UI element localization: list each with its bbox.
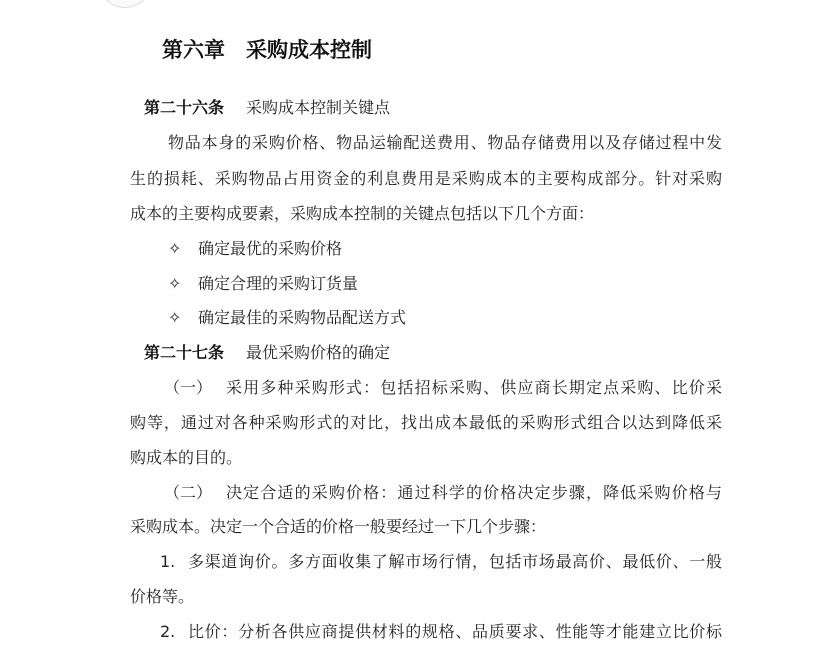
article-title: 采购成本控制关键点 xyxy=(246,98,391,117)
logo-partial xyxy=(100,0,150,8)
bullet-text: 确定合理的采购订货量 xyxy=(198,274,359,293)
paragraph-line: 价格等。 xyxy=(130,587,195,606)
paragraph-line: 物品本身的采购价格、物品运输配送费用、物品存储费用以及存储过程中发 xyxy=(168,133,722,152)
article-27-heading xyxy=(144,343,736,363)
step-text: 比价：分析各供应商提供材料的规格、品质要求、性能等才能建立比价标 xyxy=(188,622,722,641)
item-text: 采用多种采购形式：包括招标采购、供应商长期定点采购、比价采 xyxy=(226,378,722,397)
diamond-bullet-icon: ✧ xyxy=(168,239,182,258)
bullet-item xyxy=(168,239,760,259)
article-26-heading xyxy=(144,98,736,118)
article-title: 最优采购价格的确定 xyxy=(246,343,391,362)
paragraph-line: 成本的主要构成要素，采购成本控制的关键点包括以下几个方面： xyxy=(130,204,595,223)
bullet-text: 确定最优的采购价格 xyxy=(198,239,343,258)
paragraph-line: 购成本的目的。 xyxy=(130,448,243,467)
item-1-line xyxy=(164,378,722,398)
item-text: 决定合适的采购价格：通过科学的价格决定步骤，降低采购价格与 xyxy=(226,483,722,502)
step-1 xyxy=(160,552,722,572)
diamond-bullet-icon: ✧ xyxy=(168,308,182,327)
item-2-line xyxy=(164,483,722,503)
item-number: （一） xyxy=(164,378,213,397)
bullet-item xyxy=(168,274,760,294)
step-2 xyxy=(160,622,722,642)
paragraph-line: 购等，通过对各种采购形式的对比，找出成本最低的采购形式组合以达到降低采 xyxy=(130,413,722,432)
paragraph-line: 采购成本。决定一个合适的价格一般要经过一下几个步骤： xyxy=(130,517,547,536)
step-number: 1. xyxy=(160,552,176,571)
item-number: （二） xyxy=(164,483,213,502)
article-label: 第二十七条 xyxy=(144,343,225,362)
step-text: 多渠道询价。多方面收集了解市场行情，包括市场最高价、最低价、一般 xyxy=(188,552,722,571)
step-number: 2. xyxy=(160,622,176,641)
bullet-item xyxy=(168,308,760,328)
article-label: 第二十六条 xyxy=(144,98,225,117)
bullet-text: 确定最佳的采购物品配送方式 xyxy=(198,308,407,327)
diamond-bullet-icon: ✧ xyxy=(168,274,182,293)
chapter-title: 第六章 采购成本控制 xyxy=(162,38,372,62)
paragraph-line: 生的损耗、采购物品占用资金的利息费用是采购成本的主要构成部分。针对采购 xyxy=(130,169,722,188)
